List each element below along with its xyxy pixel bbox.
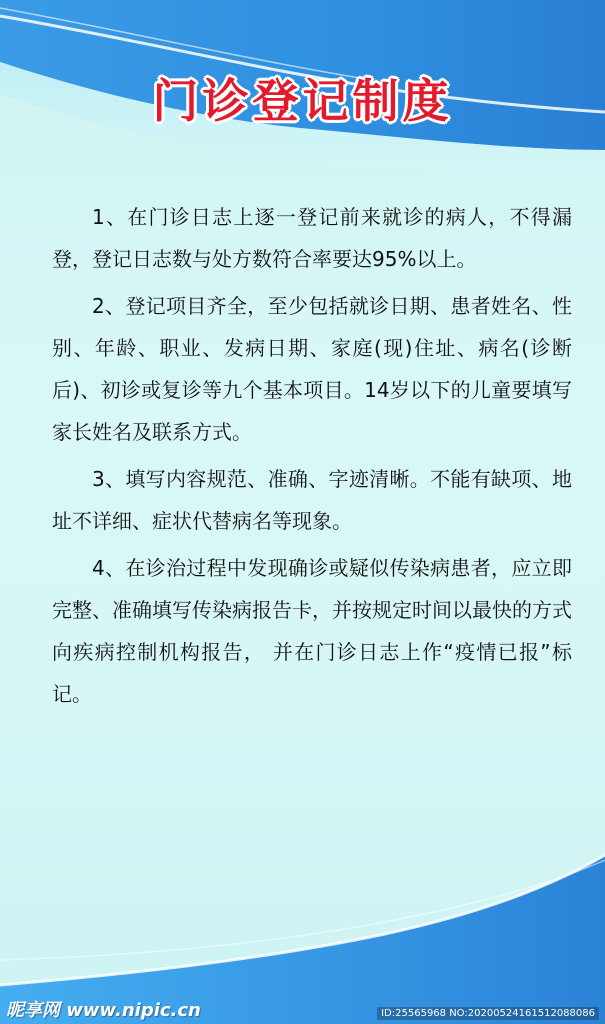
paragraph-1: 1、在门诊日志上逐一登记前来就诊的病人，不得漏登，登记日志数与处方数符合率要达95%以上。 xyxy=(52,205,572,271)
regulation-body xyxy=(52,196,572,720)
paragraph-2: 2、登记项目齐全，至少包括就诊日期、患者姓名、性别、年龄、职业、发病日期、家庭(现)住址、病名(诊断后)、初诊或复诊等九个基本项目。14岁以下的儿童要填写家长姓名及联系方式。 xyxy=(52,294,572,444)
page-title: 门诊登记制度 xyxy=(152,74,453,128)
watermark-id: ID:25565968 NO:20200524161512088086 xyxy=(377,1007,599,1020)
paragraph-4: 4、在诊治过程中发现确诊或疑似传染病患者，应立即完整、准确填写传染病报告卡，并按规定时间以最快的方式向疾病控制机构报告， 并在门诊日志上作“疫情已报”标记。 xyxy=(52,556,572,706)
watermark-bar xyxy=(0,1000,605,1024)
paragraph-3: 3、填写内容规范、准确、字迹清晰。不能有缺项、地址不详细、症状代替病名等现象。 xyxy=(52,467,572,533)
watermark-logo: 昵享网 www.nipic.cn xyxy=(6,1000,201,1021)
